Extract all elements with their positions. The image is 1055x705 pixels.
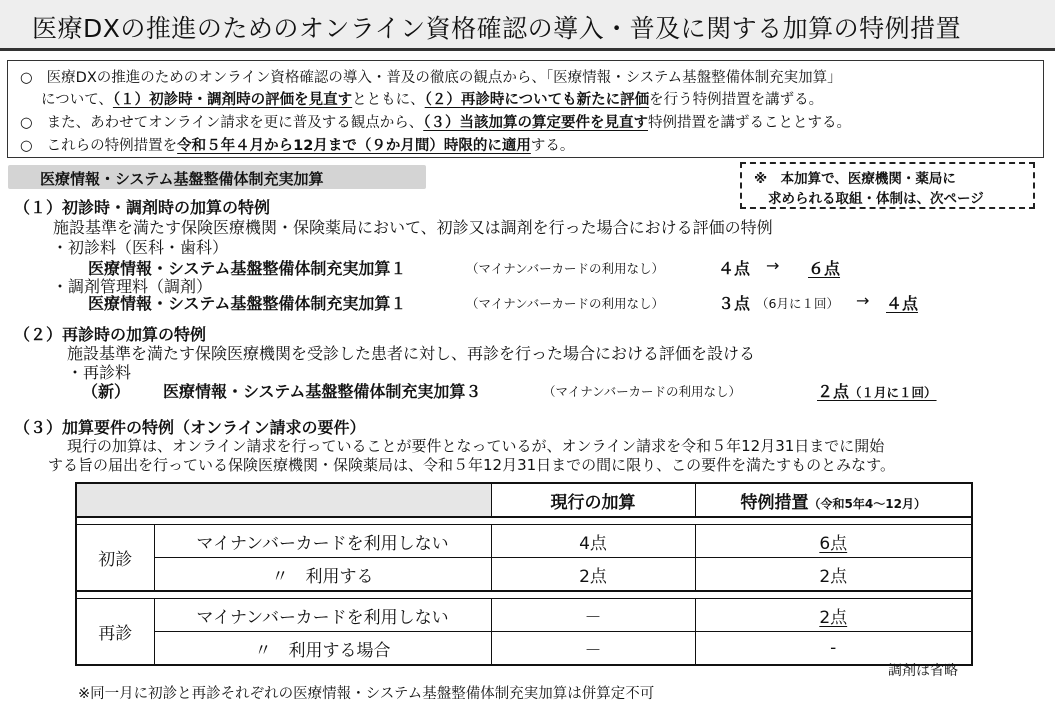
group-label: 初診	[76, 525, 154, 592]
title-bar	[0, 0, 1055, 51]
arrow-icon: →	[856, 291, 870, 310]
row-item: 〃 利用する場合	[154, 632, 491, 666]
s1-item1-note: （マイナンバーカードの利用なし）	[466, 261, 665, 276]
row-current: －	[491, 632, 695, 666]
row-special: 6点	[695, 525, 972, 558]
note-line-2: 求められる取組・体制は、次ページ	[768, 191, 984, 207]
summary-text-2a: について、	[41, 92, 113, 108]
s2-item-label: ・再診料	[67, 363, 132, 382]
next-page-note	[740, 162, 1035, 209]
s2-freq: （１月に１回）	[849, 385, 937, 400]
col-current: 現行の加算	[491, 483, 695, 517]
s1-item2-label: ・調剤管理料（調剤）	[52, 277, 213, 296]
section-header-label: 医療情報・システム基盤整備体制充実加算	[40, 170, 324, 188]
arrow-icon: →	[766, 256, 780, 275]
s1-item2-old: ３点	[718, 294, 751, 313]
table-header-row	[76, 483, 972, 517]
s1-item2-freq: （6月に１回）	[756, 296, 839, 311]
bullet: ○	[20, 115, 33, 131]
summary-text-1: 医療DXの推進のためのオンライン資格確認の導入・普及の徹底の観点から、「医療情報・システム基盤整備体制充実加算」	[46, 70, 842, 86]
note-line-1: ※ 本加算で、医療機関・薬局に	[754, 171, 956, 187]
summary-line-3	[20, 111, 851, 132]
summary-point-3: （３）当該加算の算定要件を見直す	[423, 115, 648, 131]
s1-item2-note: （マイナンバーカードの利用なし）	[466, 296, 665, 311]
s2-points: ２点	[817, 382, 850, 401]
s2-heading: （２）再診時の加算の特例	[14, 325, 207, 344]
summary-point-2: （２）再診時についても新たに評価	[424, 92, 650, 108]
table-row	[76, 558, 972, 592]
bullet: ○	[20, 138, 33, 154]
s2-item-name: 医療情報・システム基盤整備体制充実加算３	[163, 382, 482, 401]
summary-line-1	[20, 66, 842, 87]
table-row	[76, 632, 972, 666]
row-current: 4点	[491, 525, 695, 558]
s3-line-1: 現行の加算は、オンライン請求を行っていることが要件となっているが、オンライン請求を令和５年12月31日までに開始	[67, 437, 885, 455]
table-gap	[76, 591, 972, 599]
omit-note: 調剤は省略	[888, 663, 958, 679]
s1-heading: （１）初診時・調剤時の加算の特例	[14, 198, 271, 217]
summary-text-4c: する。	[530, 138, 575, 154]
s1-item1-new: ６点	[808, 259, 841, 278]
summary-text-2e: を行う特例措置を講ずる。	[649, 92, 824, 108]
summary-text-3c: 特例措置を講ずることとする。	[647, 115, 851, 131]
s1-item2-new: ４点	[886, 294, 919, 313]
col-special	[695, 483, 972, 517]
table-header-blank	[76, 483, 491, 517]
table-row	[76, 525, 972, 558]
row-item: マイナンバーカードを利用しない	[154, 599, 491, 632]
s1-item1-old: ４点	[718, 259, 751, 278]
summary-point-1: （１）初診時・調剤時の評価を見直す	[112, 92, 353, 108]
group-label: 再診	[76, 599, 154, 666]
col-special-label: 特例措置	[740, 492, 809, 513]
table-gap	[76, 517, 972, 525]
row-special: -	[695, 632, 972, 666]
s1-desc: 施設基準を満たす保険医療機関・保険薬局において、初診又は調剤を行った場合における評価の特例	[53, 218, 773, 237]
row-current: 2点	[491, 558, 695, 592]
s3-heading: （３）加算要件の特例（オンライン請求の要件）	[14, 418, 366, 437]
s2-item-pts	[817, 379, 937, 402]
summary-line-2	[41, 88, 823, 109]
summary-period: 令和５年４月から12月まで（９か月間）時限的に適用	[177, 138, 531, 154]
footnote: ※同一月に初診と再診それぞれの医療情報・システム基盤整備体制充実加算は併算定不可	[78, 686, 655, 702]
s1-item1-name: 医療情報・システム基盤整備体制充実加算１	[88, 259, 407, 278]
comparison-table	[75, 482, 973, 666]
row-item: マイナンバーカードを利用しない	[154, 525, 491, 558]
row-current: －	[491, 599, 695, 632]
s2-new-tag: （新）	[82, 382, 131, 401]
s3-line-2: する旨の届出を行っている保険医療機関・保険薬局は、令和５年12月31日までの間に限り、この要件を満たすものとみなす。	[48, 456, 895, 474]
section-header	[8, 165, 426, 189]
s1-item1-label: ・初診料（医科・歯科）	[52, 238, 229, 257]
row-special: 2点	[695, 599, 972, 632]
summary-box	[7, 60, 1044, 158]
col-special-sub: （令和5年4～12月）	[808, 496, 926, 511]
summary-text-4a: これらの特例措置を	[46, 138, 178, 154]
summary-line-4	[20, 134, 574, 155]
row-item: 〃 利用する	[154, 558, 491, 592]
summary-text-3a: また、あわせてオンライン請求を更に普及する観点から、	[46, 115, 424, 131]
bullet: ○	[20, 70, 33, 86]
s2-desc: 施設基準を満たす保険医療機関を受診した患者に対し、再診を行った場合における評価を設ける	[67, 344, 756, 363]
s2-item-note: （マイナンバーカードの利用なし）	[543, 384, 742, 399]
summary-text-2c: とともに、	[352, 92, 425, 108]
table-row	[76, 599, 972, 632]
page-title: 医療DXの推進のためのオンライン資格確認の導入・普及に関する加算の特例措置	[32, 14, 962, 43]
row-special: 2点	[695, 558, 972, 592]
s1-item2-name: 医療情報・システム基盤整備体制充実加算１	[88, 294, 407, 313]
